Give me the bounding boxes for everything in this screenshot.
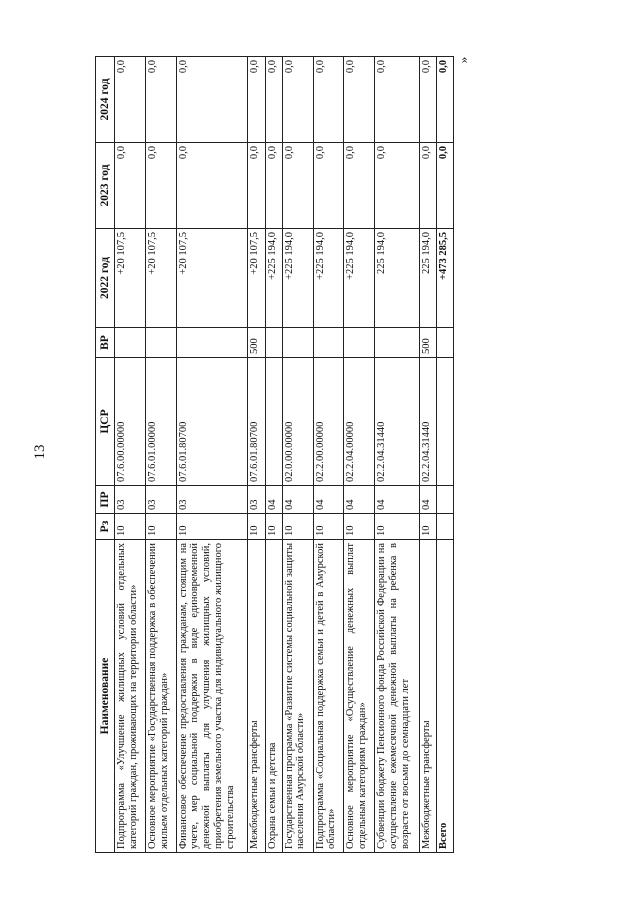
cell-name: Основное мероприятие «Государственная поддержка в обеспечении жильем отдельных категорий граждан» <box>145 540 176 853</box>
empty-cell <box>436 328 453 358</box>
cell-name: Подпрограмма «Улучшение жилищных условий отдельных категорий граждан, проживающих на территории области» <box>115 540 146 853</box>
cell-csr: 07.6.01.80700 <box>248 358 265 486</box>
cell-csr: 02.2.04.31440 <box>375 358 419 486</box>
table-row <box>313 57 344 853</box>
header-2022: 2022 год <box>96 229 115 328</box>
empty-cell <box>436 358 453 486</box>
cell-name: Субвенции бюджету Пенсионного фонда Российской Федерации на осуществление ежемесячной денежной выплаты на ребенка в возрасте от восьми до семнадцати лет <box>375 540 419 853</box>
cell-pr: 04 <box>375 486 419 514</box>
cell-pr: 04 <box>344 486 375 514</box>
cell-y2024: 0,0 <box>282 57 313 143</box>
cell-y2022: +225 194,0 <box>313 229 344 328</box>
cell-vr <box>344 328 375 358</box>
header-vr: ВР <box>96 328 115 358</box>
table-row <box>419 57 436 853</box>
cell-rz: 10 <box>419 514 436 540</box>
header-csr: ЦСР <box>96 358 115 486</box>
table-row <box>176 57 248 853</box>
empty-cell <box>436 514 453 540</box>
cell-y2024: 0,0 <box>176 57 248 143</box>
cell-pr: 03 <box>145 486 176 514</box>
cell-y2023: 0,0 <box>265 143 282 229</box>
cell-name: Финансовое обеспечение предоставления гражданам, стоящим на учете, мер социальной поддержки в виде единовременной денежной выплаты для улучшения жилищных условий, приобретения земельного участка для индивидуального жилищного строительства <box>176 540 248 853</box>
cell-y2022: +225 194,0 <box>344 229 375 328</box>
cell-rz: 10 <box>344 514 375 540</box>
cell-y2023: 0,0 <box>115 143 146 229</box>
cell-y2023: 0,0 <box>176 143 248 229</box>
header-2023: 2023 год <box>96 143 115 229</box>
cell-y2024: 0,0 <box>344 57 375 143</box>
cell-y2024: 0,0 <box>248 57 265 143</box>
table-row <box>265 57 282 853</box>
cell-y2024: 0,0 <box>145 57 176 143</box>
cell-pr: 04 <box>265 486 282 514</box>
cell-y2023: 0,0 <box>419 143 436 229</box>
cell-csr: 02.2.04.31440 <box>419 358 436 486</box>
cell-vr <box>115 328 146 358</box>
cell-y2024: 0,0 <box>313 57 344 143</box>
cell-name: Основное мероприятие «Осуществление денежных выплат отдельным категориям граждан» <box>344 540 375 853</box>
cell-y2023: 0,0 <box>248 143 265 229</box>
closing-quote: » <box>455 56 471 64</box>
cell-y2022: +20 107,5 <box>176 229 248 328</box>
cell-vr <box>282 328 313 358</box>
cell-y2024: 0,0 <box>115 57 146 143</box>
cell-csr: 07.6.01.80700 <box>176 358 248 486</box>
cell-csr: 07.6.00.00000 <box>115 358 146 486</box>
cell-csr: 02.0.00.00000 <box>282 358 313 486</box>
cell-rz: 10 <box>176 514 248 540</box>
total-label: Всего <box>436 540 453 853</box>
cell-csr: 07.6.01.00000 <box>145 358 176 486</box>
cell-y2022: +20 107,5 <box>145 229 176 328</box>
cell-vr <box>176 328 248 358</box>
cell-vr <box>375 328 419 358</box>
table-row <box>282 57 313 853</box>
cell-name: Подпрограмма «Социальная поддержка семьи и детей в Амурской области» <box>313 540 344 853</box>
table-row <box>145 57 176 853</box>
cell-rz: 10 <box>145 514 176 540</box>
cell-rz: 10 <box>248 514 265 540</box>
cell-vr <box>145 328 176 358</box>
table-row <box>248 57 265 853</box>
total-2022: +473 285,5 <box>436 229 453 328</box>
table-row <box>375 57 419 853</box>
cell-pr: 03 <box>248 486 265 514</box>
cell-rz: 10 <box>115 514 146 540</box>
cell-rz: 10 <box>375 514 419 540</box>
total-row <box>436 57 453 853</box>
table-row <box>115 57 146 853</box>
cell-rz: 10 <box>313 514 344 540</box>
cell-y2022: +20 107,5 <box>115 229 146 328</box>
budget-table <box>95 56 454 853</box>
total-2024: 0,0 <box>436 57 453 143</box>
cell-pr: 04 <box>282 486 313 514</box>
cell-y2022: +225 194,0 <box>282 229 313 328</box>
cell-y2022: +225 194,0 <box>265 229 282 328</box>
header-row <box>96 57 115 853</box>
header-rz: Рз <box>96 514 115 540</box>
cell-rz: 10 <box>265 514 282 540</box>
cell-y2023: 0,0 <box>375 143 419 229</box>
header-pr: ПР <box>96 486 115 514</box>
cell-pr: 03 <box>176 486 248 514</box>
cell-y2024: 0,0 <box>375 57 419 143</box>
page-number: 13 <box>32 444 48 460</box>
cell-y2023: 0,0 <box>344 143 375 229</box>
total-2023: 0,0 <box>436 143 453 229</box>
cell-y2022: 225 194,0 <box>419 229 436 328</box>
cell-vr: 500 <box>419 328 436 358</box>
cell-name: Охрана семьи и детства <box>265 540 282 853</box>
cell-y2024: 0,0 <box>419 57 436 143</box>
cell-y2022: +20 107,5 <box>248 229 265 328</box>
cell-y2023: 0,0 <box>282 143 313 229</box>
empty-cell <box>436 486 453 514</box>
table-row <box>344 57 375 853</box>
header-name: Наименование <box>96 540 115 853</box>
rotated-page <box>95 57 454 853</box>
cell-pr: 03 <box>115 486 146 514</box>
cell-y2024: 0,0 <box>265 57 282 143</box>
cell-y2022: 225 194,0 <box>375 229 419 328</box>
cell-y2023: 0,0 <box>145 143 176 229</box>
cell-pr: 04 <box>419 486 436 514</box>
cell-name: Межбюджетные трансферты <box>419 540 436 853</box>
cell-name: Государственная программа «Развитие системы социальной защиты населения Амурской области» <box>282 540 313 853</box>
cell-csr: 02.2.04.00000 <box>344 358 375 486</box>
cell-pr: 04 <box>313 486 344 514</box>
cell-csr: 02.2.00.00000 <box>313 358 344 486</box>
cell-vr <box>265 328 282 358</box>
cell-y2023: 0,0 <box>313 143 344 229</box>
cell-rz: 10 <box>282 514 313 540</box>
cell-csr <box>265 358 282 486</box>
table-body <box>115 57 454 853</box>
cell-vr: 500 <box>248 328 265 358</box>
cell-vr <box>313 328 344 358</box>
cell-name: Межбюджетные трансферты <box>248 540 265 853</box>
header-2024: 2024 год <box>96 57 115 143</box>
